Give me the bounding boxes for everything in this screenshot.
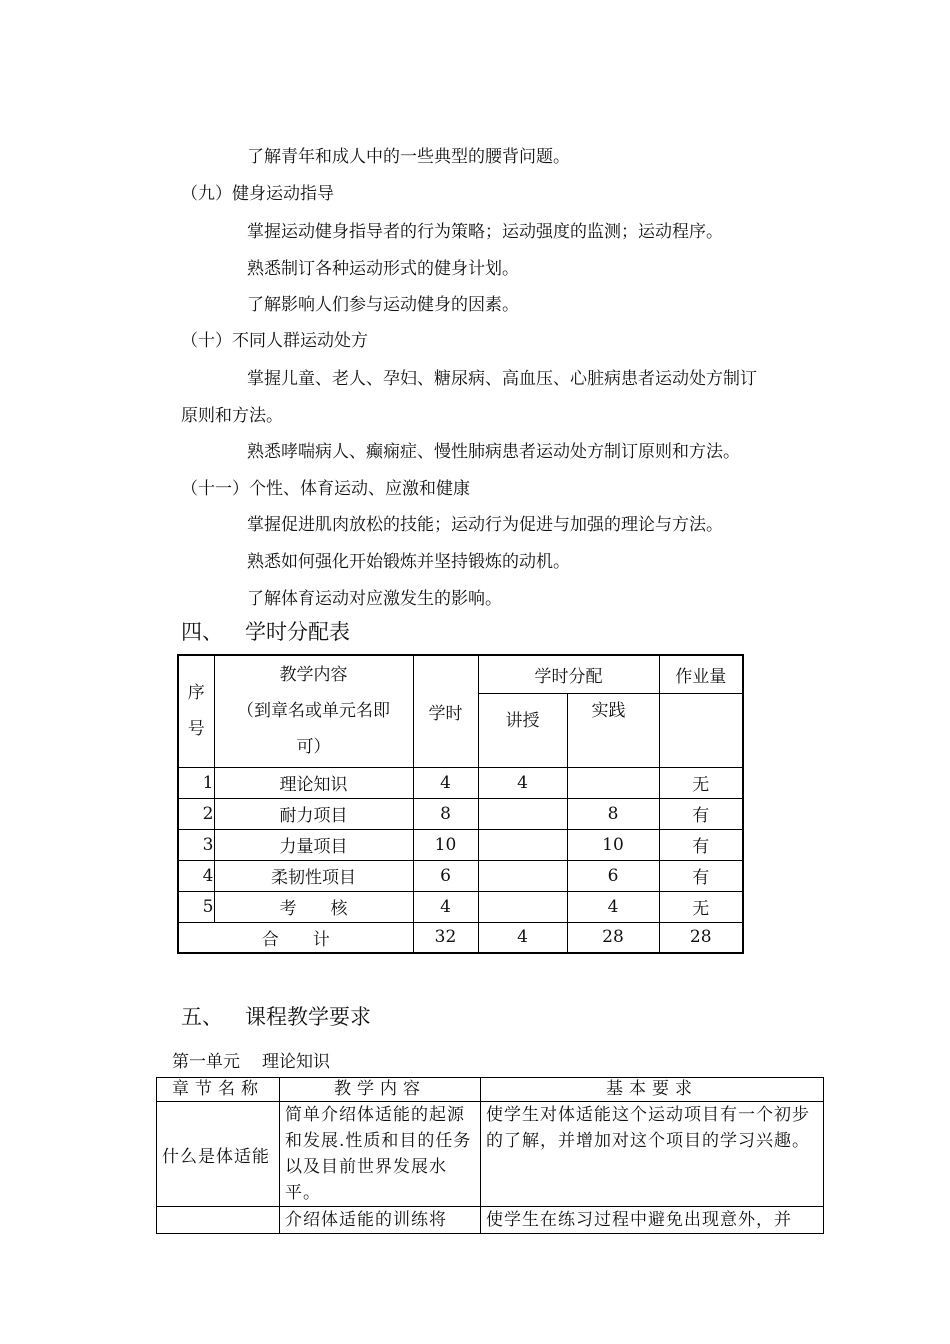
header-content-subtitle: （到章名或单元名即可）	[237, 701, 390, 758]
cell-homework: 无	[659, 891, 743, 922]
text-line: 原则和方法。	[181, 406, 283, 426]
text-line: 熟悉制订各种运动形式的健身计划。	[247, 259, 519, 279]
cell-content: 考 核	[214, 891, 413, 922]
cell-index: 2	[178, 798, 214, 829]
total-homework: 28	[659, 922, 743, 953]
cell-practice: 10	[567, 829, 659, 860]
cell-content: 理论知识	[214, 767, 413, 798]
text-line: 掌握促进肌肉放松的技能；运动行为促进与加强的理论与方法。	[247, 515, 723, 535]
cell-practice: 8	[567, 798, 659, 829]
unit-heading	[172, 1051, 330, 1073]
cell-hours: 4	[413, 891, 478, 922]
table-row	[178, 891, 743, 922]
cell-index: 4	[178, 860, 214, 891]
cell-index: 1	[178, 767, 214, 798]
cell-requirement: 使学生对体适能这个运动项目有一个初步的了解，并增加对这个项目的学习兴趣。	[481, 1102, 824, 1207]
table-row	[157, 1207, 824, 1234]
cell-hours: 10	[413, 829, 478, 860]
table-row	[178, 767, 743, 798]
subsection-heading: （十一）个性、体育运动、应激和健康	[181, 479, 470, 499]
text-line: 掌握儿童、老人、孕妇、糖尿病、高血压、心脏病患者运动处方制订	[247, 369, 757, 389]
cell-homework: 有	[659, 798, 743, 829]
header-content: 教学内容	[280, 1078, 481, 1102]
section-heading	[181, 1006, 371, 1028]
header-seq: 序号	[178, 655, 214, 767]
cell-lecture	[478, 860, 567, 891]
table-row	[157, 1102, 824, 1207]
cell-lecture	[478, 829, 567, 860]
cell-homework: 有	[659, 860, 743, 891]
total-hours: 32	[413, 922, 478, 953]
total-row	[178, 922, 743, 953]
header-allocation: 学时分配	[478, 655, 659, 693]
cell-chapter	[157, 1207, 280, 1234]
cell-hours: 4	[413, 767, 478, 798]
cell-hours: 8	[413, 798, 478, 829]
total-label: 合 计	[178, 922, 413, 953]
header-hours: 学时	[413, 655, 478, 767]
table-row	[178, 829, 743, 860]
header-requirement: 基本要求	[481, 1078, 824, 1102]
cell-content: 介绍体适能的训练将	[280, 1207, 481, 1234]
text-line: 了解青年和成人中的一些典型的腰背问题。	[247, 147, 570, 167]
text-line: 了解影响人们参与运动健身的因素。	[247, 295, 519, 315]
header-content-title: 教学内容	[279, 665, 348, 686]
cell-hours: 6	[413, 860, 478, 891]
header-homework-empty	[659, 693, 743, 767]
section-title: 课程教学要求	[245, 1005, 371, 1029]
cell-requirement: 使学生在练习过程中避免出现意外，并	[481, 1207, 824, 1234]
text-line: 熟悉哮喘病人、癫痫症、慢性肺病患者运动处方制订原则和方法。	[247, 442, 740, 462]
text-line: 了解体育运动对应激发生的影响。	[247, 589, 502, 609]
section-title: 学时分配表	[245, 620, 350, 644]
cell-practice: 6	[567, 860, 659, 891]
section-heading	[181, 621, 350, 643]
total-practice: 28	[567, 922, 659, 953]
cell-content: 简单介绍体适能的起源和发展.性质和目的任务以及目前世界发展水平。	[280, 1102, 481, 1207]
header-chapter: 章节名称	[157, 1078, 280, 1102]
section-number: 四、	[181, 620, 223, 644]
cell-index: 5	[178, 891, 214, 922]
cell-homework: 无	[659, 767, 743, 798]
cell-chapter: 什么是体适能	[157, 1102, 280, 1207]
cell-lecture	[478, 798, 567, 829]
table-row	[178, 860, 743, 891]
text-line: 掌握运动健身指导者的行为策略；运动强度的监测；运动程序。	[247, 222, 723, 242]
total-lecture: 4	[478, 922, 567, 953]
cell-index: 3	[178, 829, 214, 860]
cell-content: 柔韧性项目	[214, 860, 413, 891]
cell-practice: 4	[567, 891, 659, 922]
text-line: 熟悉如何强化开始锻炼并坚持锻炼的动机。	[247, 552, 570, 572]
cell-content: 力量项目	[214, 829, 413, 860]
cell-content: 耐力项目	[214, 798, 413, 829]
cell-lecture: 4	[478, 767, 567, 798]
cell-homework: 有	[659, 829, 743, 860]
cell-practice	[567, 767, 659, 798]
header-lecture: 讲授	[478, 693, 567, 767]
unit-title: 理论知识	[262, 1052, 330, 1072]
section-number: 五、	[181, 1005, 223, 1029]
subsection-heading: （十）不同人群运动处方	[181, 331, 368, 351]
header-homework: 作业量	[659, 655, 743, 693]
cell-lecture	[478, 891, 567, 922]
unit-label: 第一单元	[172, 1052, 240, 1072]
unit-requirements-table	[156, 1077, 824, 1234]
header-practice: 实践	[567, 693, 659, 767]
table-row	[178, 798, 743, 829]
header-content	[214, 655, 413, 767]
hours-allocation-table	[177, 654, 744, 954]
subsection-heading: （九）健身运动指导	[181, 184, 334, 204]
